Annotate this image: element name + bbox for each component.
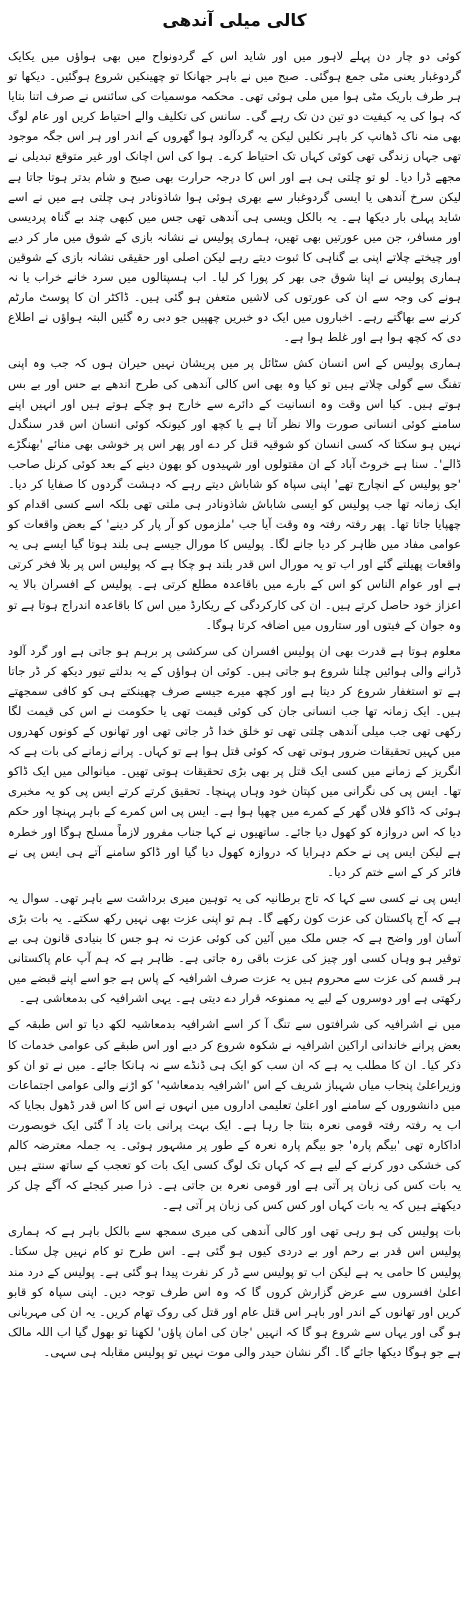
article-title: کالی میلی آندھی bbox=[162, 11, 307, 31]
article-paragraph: معلوم ہوتا ہے قدرت بھی ان پولیس افسران کی سرکشی پر برہم ہو جاتی ہے اور گرد آلود ڈرانے والی ہوائیں چلنا شروع ہو جاتی ہیں۔ کوئی ان ہواؤں کے یہ بدلتے تیور دیکھ کر ڈر جاتا ہے تو استغفار شروع کر دیتا ہے اور کچھ میرے جیسے صرف چھینکتے ہی کو کافی سمجھتے ہیں۔ ایک زمانہ تھا جب انسانی جان کی کوئی قیمت تھی یا حکومت نے اس کی قیمت لگا رکھی تھی جب میلی آندھی چلتی تھی تو خلق خدا ڈر جاتی تھی اور تھانوں کے کونوں کھدروں میں کہیں تحقیقات ضرور ہوتی تھی کہ کوئی قتل ہوا ہے تو کہاں۔ پرانے زمانے کی بات ہے کہ انگریز کے زمانے میں کسی ایک قتل پر بھی بڑی تحقیقات ہوتی تھیں۔ میانوالی میں ایک ڈاکو تھا۔ ایس پی کی نگرانی میں کپتان خود وہاں پہنچا۔ تحقیق کرتے کرتے ایس پی کو یہ مخبری ہوئی کہ ڈاکو فلاں گھر کے کمرے میں چھپا ہوا ہے۔ ایس پی اس کمرے کے باہر پہنچا اور حکم دیا کہ اس دروازہ کو کھول دیا جائے۔ ساتھیوں نے کہا جناب مفرور لازماً مسلح ہوگا اور خطرہ ہے لیکن ایس پی نے حکم دہرایا کہ دروازہ کھول دیا گیا اور ڈاکو سامنے آتے ہی ایس پی نے فائر کر کے اسے ختم کر دیا۔ bbox=[8, 643, 461, 879]
article-paragraph: ایس پی نے کسی سے کہا کہ تاج برطانیہ کی یہ توہین میری برداشت سے باہر تھی۔ سوال یہ ہے کہ آج پاکستان کی عزت کون رکھے گا۔ ہم تو اپنی عزت بھی نہیں رکھ سکتے۔ یہ بات بڑی آسان اور واضح ہے کہ جس ملک میں آئین کی کوئی عزت نہ ہو جس کا بنیادی قانون ہی بے توقیر ہو وہاں کسی اور چیز کی عزت باقی رہ جاتی ہے۔ ظاہر ہے کہ ہم آپ عام پاکستانی ہر قسم کی عزت سے محروم ہیں یہ عزت صرف اشرافیہ کے پاس ہے جو اسے اپنے قبضے میں رکھتی ہے اور دوسروں کے لیے یہ ممنوعہ قرار دے دیتی ہے۔ یہی اشرافیہ کی بدمعاشی ہے۔ bbox=[8, 890, 461, 1006]
article-paragraph: میں نے اشرافیہ کی شرافتوں سے تنگ آ کر اسے اشرافیہ بدمعاشیہ لکھ دیا تو اس طبقہ کے بعض پرانے خاندانی اراکین اشرافیہ نے شکوہ شروع کر دیے اور اس طبقے کی عوامی خدمات کا ذکر کیا۔ ان کا مطلب یہ ہے کہ ان سب کو ایک ہی ڈنڈے سے نہ ہانکا جائے۔ میں نے تو ان کو وزیراعلیٰ پنجاب میاں شہباز شریف کے اس 'اشرافیہ بدمعاشیہ' کو اڑنے والی عوامی اجتماعات میں دانشوروں کے سامنے اور اعلیٰ تعلیمی اداروں میں انہوں نے اس کا اس قدر ڈھول بجایا کہ اب یہ رفتہ رفتہ قومی نعرہ بنتا جا رہا ہے۔ ایک بہت پرانی بات یاد آ گئی ایک خوبصورت اداکارہ تھی 'بیگم پارہ' جو بیگم پارہ نعرہ کے طور پر مشہور ہوئی۔ یہ جملہ معترضہ کالم کی خشکی دور کرنے کے لیے ہے کہ کہاں تک لوگ کسی ایک بات کو تعجب کے ساتھ سنتے ہیں یہ بات کس کی زبان پر آتی ہے اور قومی نعرہ بن جاتی ہے۔ ذرا صبر کیجئے کہ آگے چل کر دیکھتے ہیں کہ یہ بات کہاں اور کس کس کی زبان پر آتی ہے۔ bbox=[8, 1017, 461, 1213]
article-paragraph: بات پولیس کی ہو رہی تھی اور کالی آندھی کی میری سمجھ سے بالکل باہر ہے کہ ہماری پولیس اس قدر بے رحم اور بے دردی کیوں ہو گئی ہے۔ اس طرح تو کام نہیں چل سکتا۔ پولیس کا حامی یہ ہے لیکن اب تو پولیس سے ڈر کر نفرت پیدا ہو گئی ہے۔ پولیس کے درد مند اعلیٰ افسروں سے عرض گزارش کروں گا کہ وہ اس طرف توجہ دیں۔ اپنی سپاہ کو قابو کریں اور تھانوں کے اندر اور باہر اس قتل عام اور قتل کی روک تھام کریں۔ یہ ان کی مہربانی ہو گی اور یہاں سے شروع ہو گا کہ انہیں 'جان کی امان پاؤں' لکھنا تو بھول گیا اب اللہ مالک ہے جو ہوگا دیکھا جائے گا۔ اگر نشان حیدر والی موت نہیں تو پولیس مقابلہ ہی سہی۔ bbox=[8, 1224, 461, 1359]
article-paragraph: ہماری پولیس کے اس انسان کش سٹائل پر میں پریشان نہیں حیران ہوں کہ جب وہ اپنی تفنگ سے گولی چلاتے ہیں تو کیا وہ بھی اس کالی آندھی کی طرح اندھے بے حس اور بے بس ہوتے ہیں۔ کیا اس وقت وہ انسانیت کے دائرے سے خارج ہو چکے ہوتے ہیں اور انہیں اپنے سامنے کوئی انسانی صورت والا نظر آتا ہے یا کچھ اور کیونکہ کوئی انسان اس قدر سنگدل نہیں ہو سکتا کہ کسی انسان کو شوقیہ قتل کر دے اور پھر اس پر خوشی بھی منائے 'بھنگڑے ڈالے'۔ سنا ہے خروٹ آباد کے ان مقتولوں اور شہیدوں کو بھون دینے کے بعد کوئی کرنل صاحب 'جو پولیس کے انچارج تھے' اپنی سپاہ کو شاباش دیتے رہے کہ دہشت گردوں کا صفایا کر دیا۔ ایک زمانہ تھا جب پولیس کو ایسی شاباش شاذونادر ہی ملتی تھی بلکہ اسے کسی اقدام کو چھپایا جاتا تھا۔ پھر رفتہ رفتہ وہ وقت آیا جب 'ملزموں کو آر پار کر دینے' کے بعض واقعات کو عوامی مفاد میں ظاہر کر دیا جانے لگا۔ پولیس کا مورال جیسے ہی بلند ہوتا گیا ایسے ہی یہ واقعات پھیلتے گئے اور اب تو یہ مورال اس قدر بلند ہو چکا ہے کہ پولیس اس پر بلا فخر کرتی ہے اور عوام الناس کو اس کے بارے میں باقاعدہ مطلع کرتی ہے۔ پولیس کے افسران بالا یہ اعزاز خود حاصل کرتے ہیں۔ ان کی کارکردگی کے ریکارڈ میں اس کا باقاعدہ اندراج ہوتا ہے تو وہ جوان کے فیتوں اور ستاروں میں اضافہ کرتا ہوگا۔ bbox=[8, 356, 461, 632]
article-paragraph: کوئی دو چار دن پہلے لاہور میں اور شاید اس کے گردونواح میں بھی ہواؤں میں یکایک گردوغبار یعنی مٹی جمع ہوگئی۔ صبح میں نے باہر جھانکا تو چھینکیں شروع ہوگئیں۔ دیکھا تو ہر طرف باریک مٹی ہوا میں ملی ہوئی تھی۔ محکمہ موسمیات کی سائنس نے صرف اتنا بتایا کہ ہوا کی یہ کیفیت دو تین دن تک رہے گی۔ سانس کی تکلیف والے احتیاط کریں اور عام لوگ بھی منہ ناک ڈھانپ کر باہر نکلیں لیکن یہ گردآلود ہوا گھروں کے اندر اور ہر اس جگہ موجود تھی جہاں زندگی تھی کوئی کہاں تک احتیاط کرے۔ ہوا کی اس اچانک اور غیر متوقع تبدیلی نے مجھے ڈرا دیا۔ لو تو چلتی ہی ہے اور اس کا درجہ حرارت بھی صبح و شام بدتر ہوتا جاتا ہے لیکن سرخ آندھی یا ایسی گردوغبار سے بھری ہوئی ہوا شاذونادر ہی چلتی ہے میں نے اسے شاید پہلی بار دیکھا ہے۔ یہ بالکل ویسی ہی آندھی تھی جس میں کبھی چند بے گناہ پردیسی اور مسافر، جن میں عورتیں بھی تھیں، ہماری پولیس نے نشانہ بازی کے شوق میں مار کر دیے اور چیختے چلاتے اپنی بے گناہی کا ثبوت دیتے رہے لیکن اصلی اور حقیقی نشانہ بازی کے شوقین ہماری پولیس نے اپنا شوق جی بھر کر پورا کر لیا۔ اب ہسپتالوں میں سرد خانے خراب یا نہ ہونے کی وجہ سے ان کی عورتوں کی لاشیں متعفن ہو گئی ہیں۔ ڈاکٹر ان کا پوسٹ مارٹم کرنے سے بھاگتے رہے۔ اخباروں میں ایک دو خبریں چھپیں جو دبی رہ گئیں البتہ ہواؤں نے اطلاع دی کہ کچھ ہوا ہے اور غلط ہوا ہے۔ bbox=[8, 49, 461, 345]
article-body bbox=[8, 46, 461, 1362]
